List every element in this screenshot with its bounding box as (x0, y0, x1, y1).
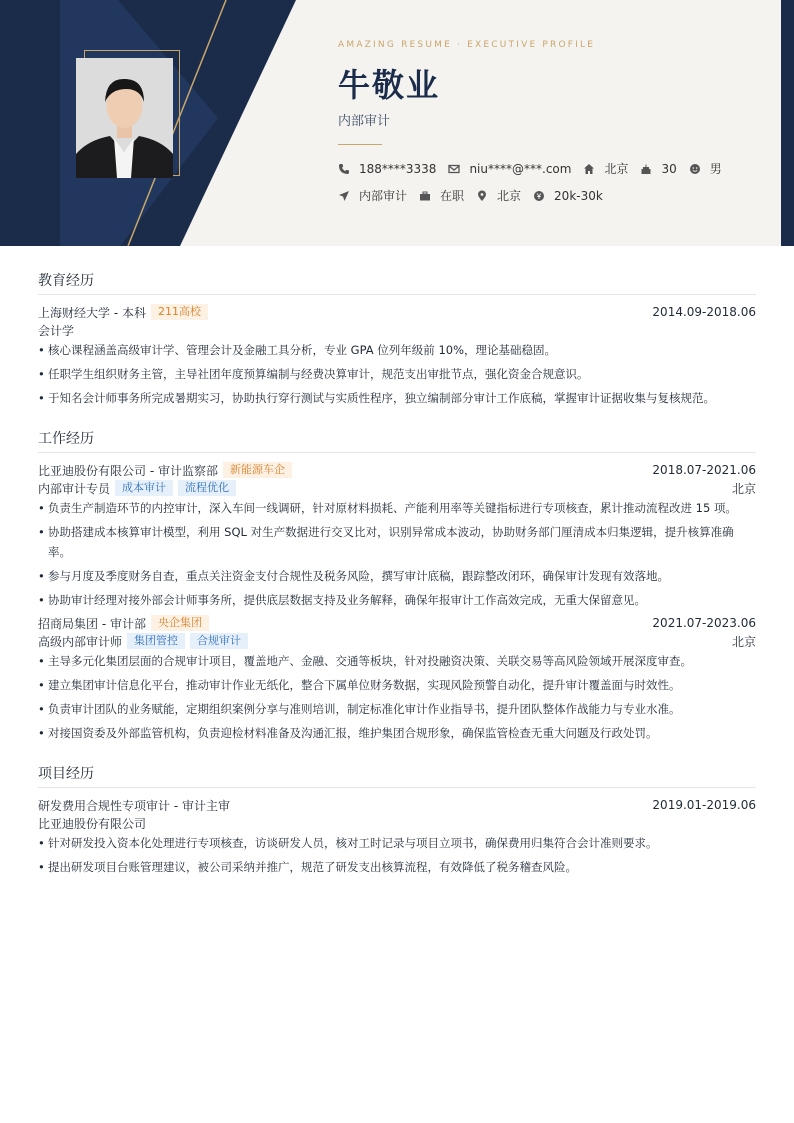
entry-subhead (38, 321, 756, 339)
bullet-list (38, 651, 756, 743)
entry-date: 2021.07-2023.06 (652, 616, 756, 630)
send-icon (338, 190, 350, 202)
company-name: 比亚迪股份有限公司 - 审计监察部 (38, 463, 218, 478)
project-company: 比亚迪股份有限公司 (38, 816, 147, 831)
target-city-text: 北京 (497, 189, 522, 203)
education-section (38, 270, 756, 408)
salary-icon (533, 190, 545, 202)
list-item: • 提出研发项目台账管理建议，被公司采纳并推广，规范了研发支出核算流程，有效降低了税务稽查风险。 (38, 857, 756, 877)
work-section (38, 428, 756, 743)
candidate-role: 内部审计 (338, 114, 391, 129)
info-home (583, 160, 628, 177)
gender-icon (689, 163, 701, 175)
home-icon (583, 163, 595, 175)
company-tag: 新能源车企 (223, 462, 292, 478)
phone-icon (338, 163, 350, 175)
home-text: 北京 (604, 162, 629, 176)
list-item: • 参与月度及季度财务自查，重点关注资金支付合规性及税务风险，撰写审计底稿，跟踪整改闭环，确保审计发现有效落地。 (38, 566, 756, 586)
entry-subhead (38, 632, 756, 650)
entry-head (38, 614, 756, 632)
contact-info-row (338, 160, 734, 177)
cake-icon (640, 163, 652, 175)
skill-tag: 集团管控 (127, 633, 185, 649)
entry-date: 2018.07-2021.06 (652, 463, 756, 477)
projects-section (38, 763, 756, 877)
entry-head (38, 796, 756, 814)
list-item: • 主导多元化集团层面的合规审计项目，覆盖地产、金融、交通等板块，针对投融资决策、关联交易等高风险领域开展深度审查。 (38, 651, 756, 671)
list-item: • 负责审计团队的业务赋能，定期组织案例分享与准则培训，制定标准化审计作业指导书，提升团队整体作战能力与专业水准。 (38, 699, 756, 719)
list-item: • 核心课程涵盖高级审计学、管理会计及金融工具分析，专业 GPA 位列年级前 10%，理论基础稳固。 (38, 340, 756, 360)
section-title: 项目经历 (38, 763, 756, 788)
location-pin-icon (476, 190, 488, 202)
list-item: • 对接国资委及外部监管机构，负责迎检材料准备及沟通汇报，维护集团合规形象，确保监管检查无重大问题及行政处罚。 (38, 723, 756, 743)
section-title: 工作经历 (38, 428, 756, 453)
info-salary (533, 189, 603, 203)
skill-tag: 成本审计 (115, 480, 173, 496)
status-text: 在职 (440, 189, 465, 203)
work-entry (38, 614, 756, 743)
position-title: 高级内部审计师 (38, 634, 123, 649)
list-item: • 任职学生组织财务主管，主导社团年度预算编制与经费决算审计，规范支出审批节点，强化资金合规意识。 (38, 364, 756, 384)
entry-date: 2019.01-2019.06 (652, 798, 756, 812)
entry-location: 北京 (731, 634, 756, 649)
position-title: 内部审计专员 (38, 481, 111, 496)
gender-text: 男 (709, 162, 722, 176)
info-status (419, 187, 464, 204)
school-name: 上海财经大学 - 本科 (38, 305, 146, 320)
info-phone (338, 162, 436, 176)
salary-text: 20k-30k (554, 188, 603, 203)
entry-head (38, 461, 756, 479)
skill-tag: 流程优化 (178, 480, 236, 496)
info-age (640, 162, 676, 176)
entry-head (38, 303, 756, 321)
info-target-city (476, 187, 521, 204)
resume-body (38, 270, 756, 897)
gold-divider (338, 144, 382, 145)
avatar (76, 58, 173, 178)
info-target-role (338, 187, 407, 204)
info-email (448, 162, 571, 176)
education-entry (38, 303, 756, 408)
company-name: 招商局集团 - 审计部 (38, 616, 146, 631)
email-text: niu****@***.com (469, 161, 572, 176)
bullet-list (38, 340, 756, 408)
list-item: • 于知名会计师事务所完成暑期实习，协助执行穿行测试与实质性程序，独立编制部分审计工作底稿，掌握审计证据收集与复核规范。 (38, 388, 756, 408)
info-gender (689, 160, 722, 177)
skill-tag: 合规审计 (190, 633, 248, 649)
mail-icon (448, 163, 460, 175)
list-item: • 建立集团审计信息化平台，推动审计作业无纸化，整合下属单位财务数据，实现风险预警自动化，提升审计覆盖面与时效性。 (38, 675, 756, 695)
bullet-list (38, 498, 756, 610)
age-text: 30 (661, 161, 677, 176)
entry-date: 2014.09-2018.06 (652, 305, 756, 319)
resume-header (0, 0, 794, 246)
entry-location: 北京 (731, 481, 756, 496)
target-role-text: 内部审计 (359, 189, 408, 203)
entry-subhead (38, 479, 756, 497)
entry-subhead (38, 814, 756, 832)
major: 会计学 (38, 323, 75, 338)
candidate-name: 牛敬业 (338, 66, 441, 104)
tagline: AMAZING RESUME · EXECUTIVE PROFILE (338, 40, 596, 50)
job-intent-row (338, 187, 615, 204)
list-item: • 协助审计经理对接外部会计师事务所，提供底层数据支持及业务解释，确保年报审计工作高效完成，无重大保留意见。 (38, 590, 756, 610)
list-item: • 负责生产制造环节的内控审计，深入车间一线调研，针对原材料损耗、产能利用率等关键指标进行专项核查，累计推动流程改进 15 项。 (38, 498, 756, 518)
section-title: 教育经历 (38, 270, 756, 295)
header-right-strip (781, 0, 794, 246)
work-entry (38, 461, 756, 610)
project-entry (38, 796, 756, 877)
briefcase-icon (419, 190, 431, 202)
list-item: • 协助搭建成本核算审计模型，利用 SQL 对生产数据进行交叉比对，识别异常成本波动，协助财务部门厘清成本归集逻辑，提升核算准确率。 (38, 522, 756, 562)
company-tag: 央企集团 (151, 615, 209, 631)
list-item: • 针对研发投入资本化处理进行专项核查，访谈研发人员，核对工时记录与项目立项书，确保费用归集符合会计准则要求。 (38, 833, 756, 853)
school-tag: 211高校 (151, 304, 208, 320)
phone-text: 188****3338 (359, 161, 437, 176)
bullet-list (38, 833, 756, 877)
project-name: 研发费用合规性专项审计 - 审计主审 (38, 798, 230, 813)
